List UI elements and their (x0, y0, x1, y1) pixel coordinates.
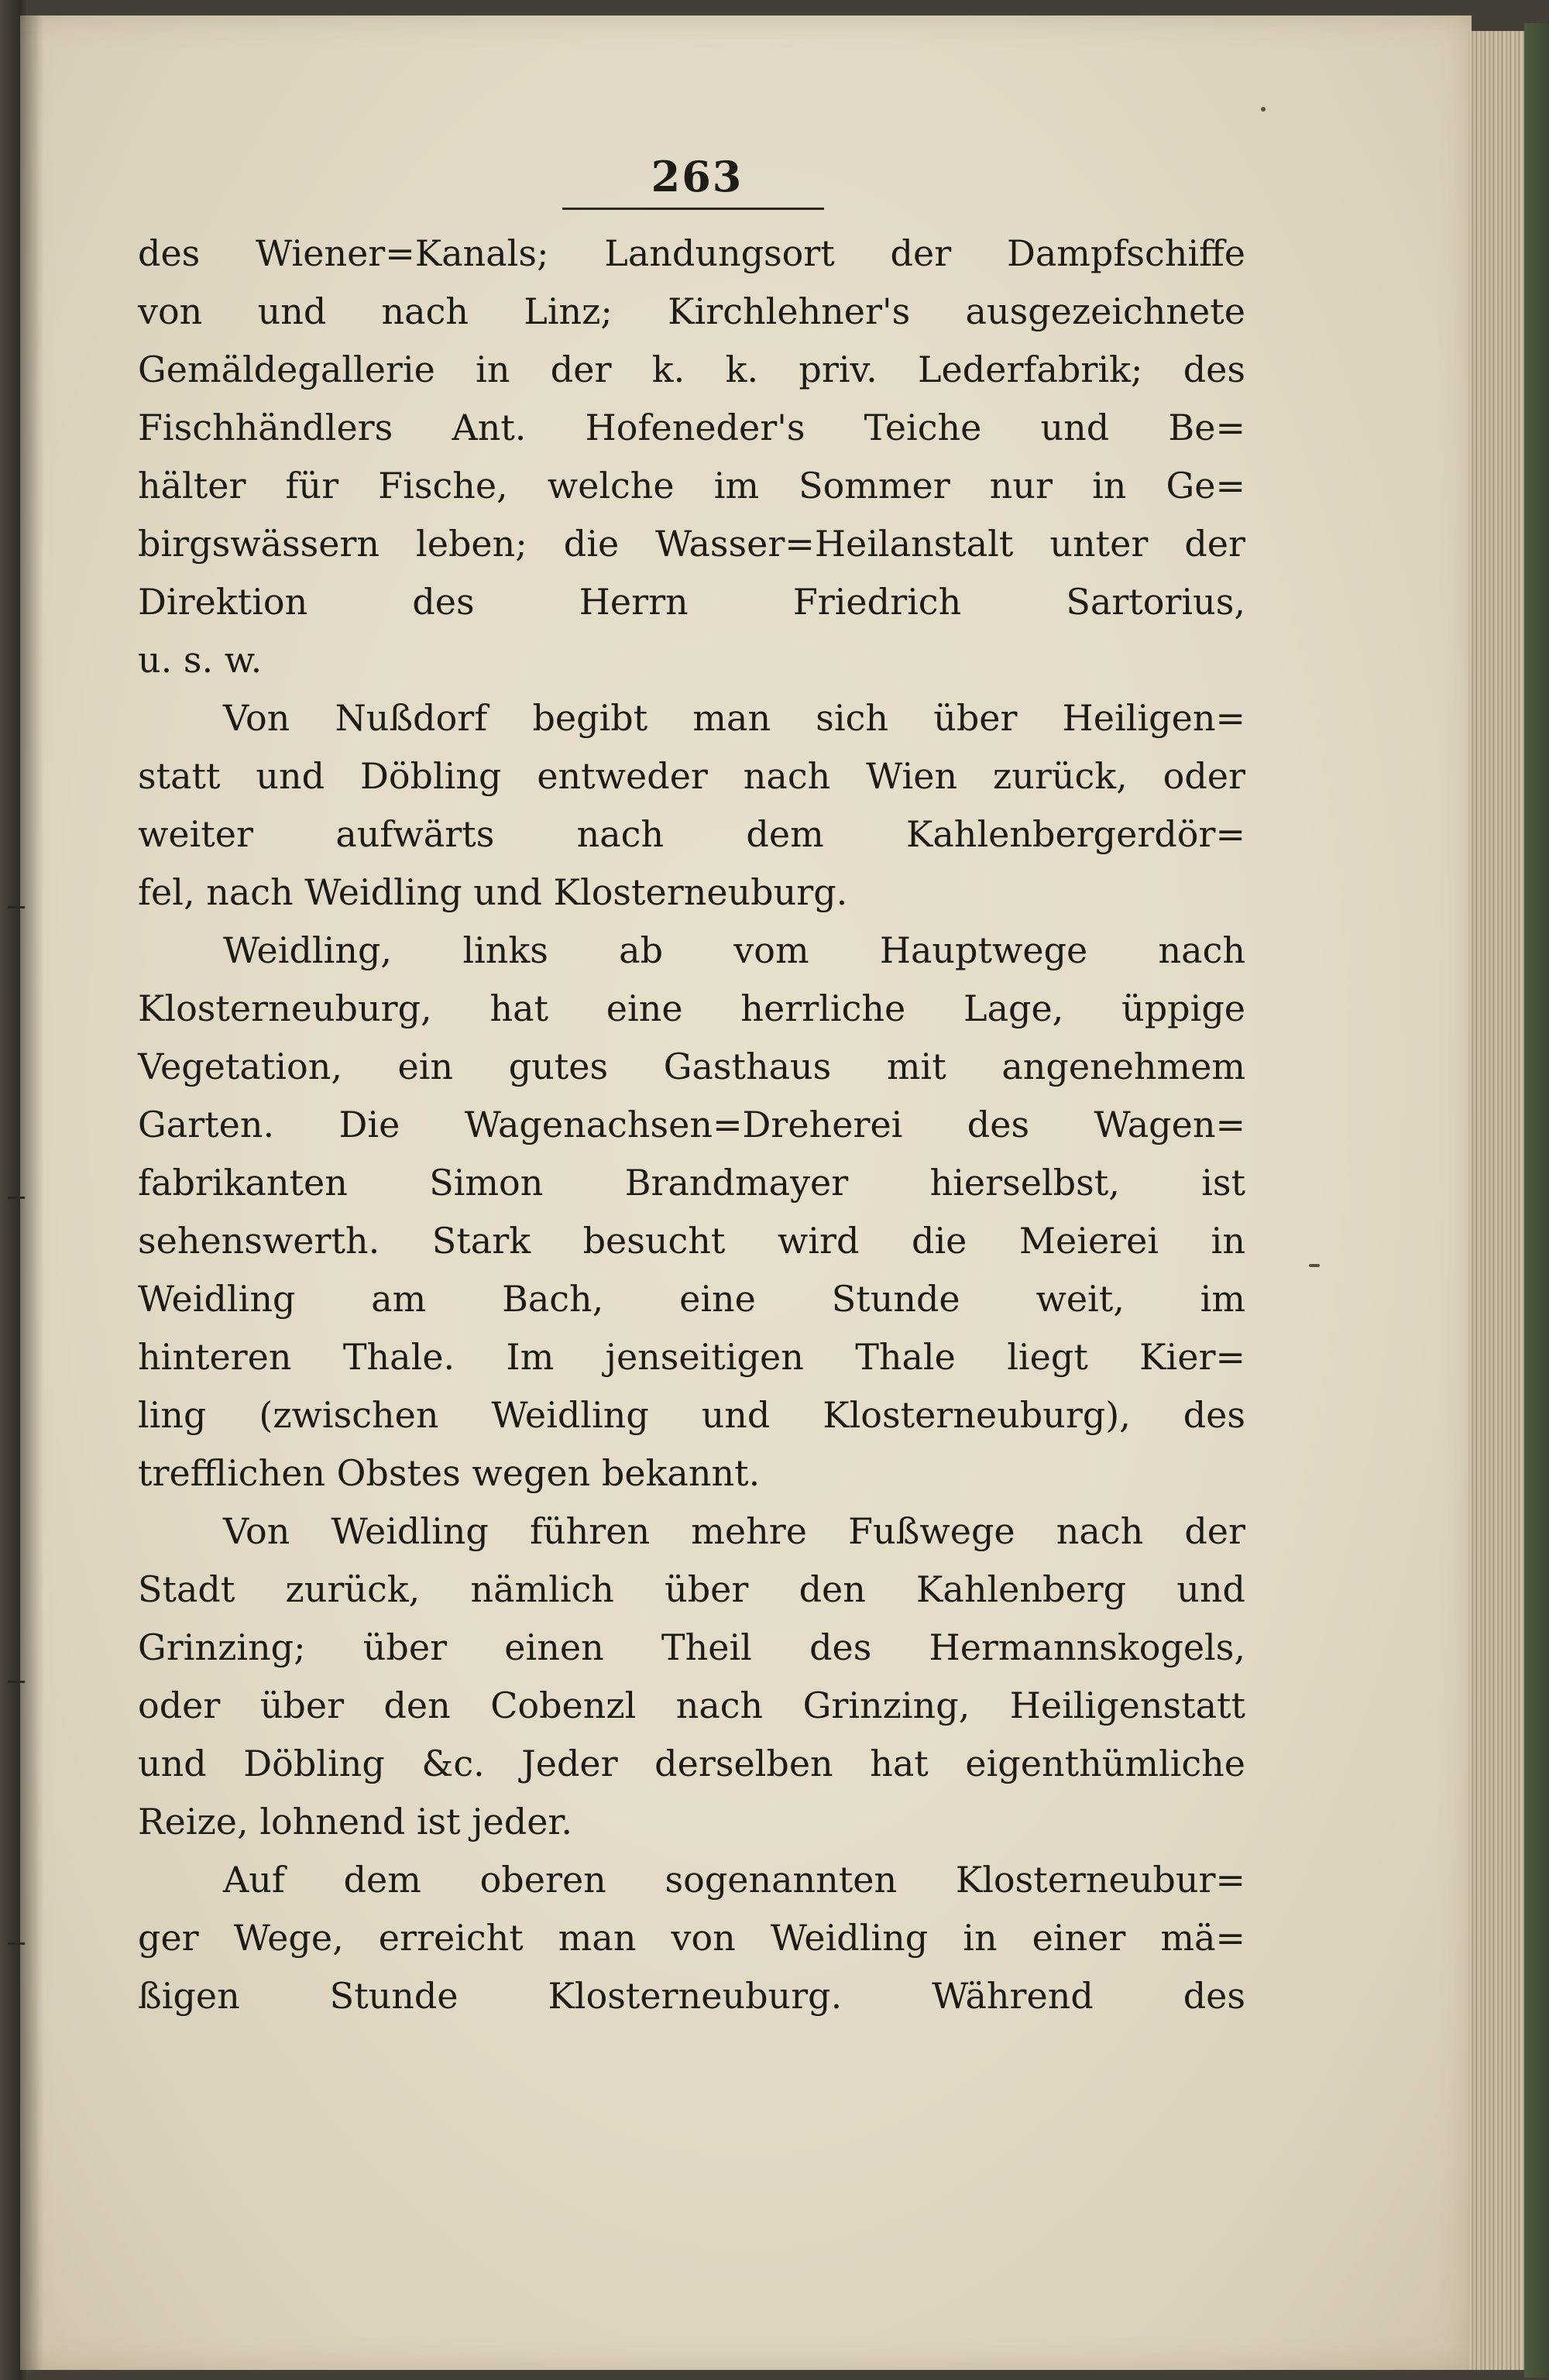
text-line: Klosterneuburg, hat eine herrliche Lage, üppige (138, 987, 1245, 1029)
text-line: hinteren Thale. Im jenseitigen Thale liegt Kier= (138, 1336, 1245, 1378)
text-line: sehenswerth. Stark besucht wird die Meierei in (138, 1220, 1245, 1262)
text-line: Stadt zurück, nämlich über den Kahlenberg und (138, 1568, 1245, 1610)
text-line: ger Wege, erreicht man von Weidling in einer mä= (138, 1917, 1245, 1959)
text-line: Reize, lohnend ist jeder. (138, 1801, 572, 1843)
text-line: hälter für Fische, welche im Sommer nur in Ge= (138, 465, 1245, 507)
text-line: u. s. w. (138, 639, 263, 681)
text-line: Weidling, links ab vom Hauptwege nach (223, 929, 1245, 971)
text-line: Auf dem oberen sogenannten Klosterneubur= (223, 1859, 1245, 1901)
text-line: birgswässern leben; die Wasser=Heilanstalt unter der (138, 523, 1245, 565)
text-line: statt und Döbling entweder nach Wien zurück, oder (138, 755, 1245, 797)
text-line: Weidling am Bach, eine Stunde weit, im (138, 1278, 1245, 1320)
binding-stitch (8, 1681, 25, 1683)
binding-stitch (8, 1197, 25, 1199)
binding-stitch (8, 906, 25, 908)
text-line: Vegetation, ein gutes Gasthaus mit angenehmem (138, 1046, 1245, 1087)
text-line: Gemäldegallerie in der k. k. priv. Lederfabrik; des (138, 349, 1245, 390)
text-line: fel, nach Weidling und Klosterneuburg. (138, 871, 848, 913)
book-cover-edge (1524, 23, 1549, 2378)
text-line: ling (zwischen Weidling und Klosterneuburg), des (138, 1394, 1245, 1436)
paper-speck (1261, 107, 1266, 112)
text-line: trefflichen Obstes wegen bekannt. (138, 1452, 761, 1494)
text-line: Grinzing; über einen Theil des Hermannskogels, (138, 1626, 1245, 1668)
text-line: Von Nußdorf begibt man sich über Heiligen= (223, 697, 1245, 739)
text-line: Von Weidling führen mehre Fußwege nach der (223, 1510, 1245, 1552)
text-line: weiter aufwärts nach dem Kahlenbergerdör= (138, 813, 1245, 855)
text-line: Garten. Die Wagenachsen=Dreherei des Wagen= (138, 1104, 1245, 1145)
text-line: des Wiener=Kanals; Landungsort der Dampfschiffe (138, 232, 1245, 274)
text-line: oder über den Cobenzl nach Grinzing, Heiligenstatt (138, 1685, 1245, 1726)
page-text (138, 225, 1245, 2025)
text-line: und Döbling &c. Jeder derselben hat eigenthümliche (138, 1743, 1245, 1784)
binding-shadow (20, 15, 43, 2370)
paper-speck (1309, 1264, 1320, 1267)
header-rule (562, 208, 824, 210)
text-line: ßigen Stunde Klosterneuburg. Während des (138, 1975, 1245, 2017)
text-line: Direktion des Herrn Friedrich Sartorius, (138, 581, 1245, 623)
text-line: Fischhändlers Ant. Hofeneder's Teiche und Be= (138, 407, 1245, 448)
text-line: fabrikanten Simon Brandmayer hierselbst, ist (138, 1162, 1245, 1204)
text-line: von und nach Linz; Kirchlehner's ausgezeichnete (138, 290, 1245, 332)
binding-stitch (8, 1942, 25, 1945)
page-number: 263 (651, 152, 744, 201)
